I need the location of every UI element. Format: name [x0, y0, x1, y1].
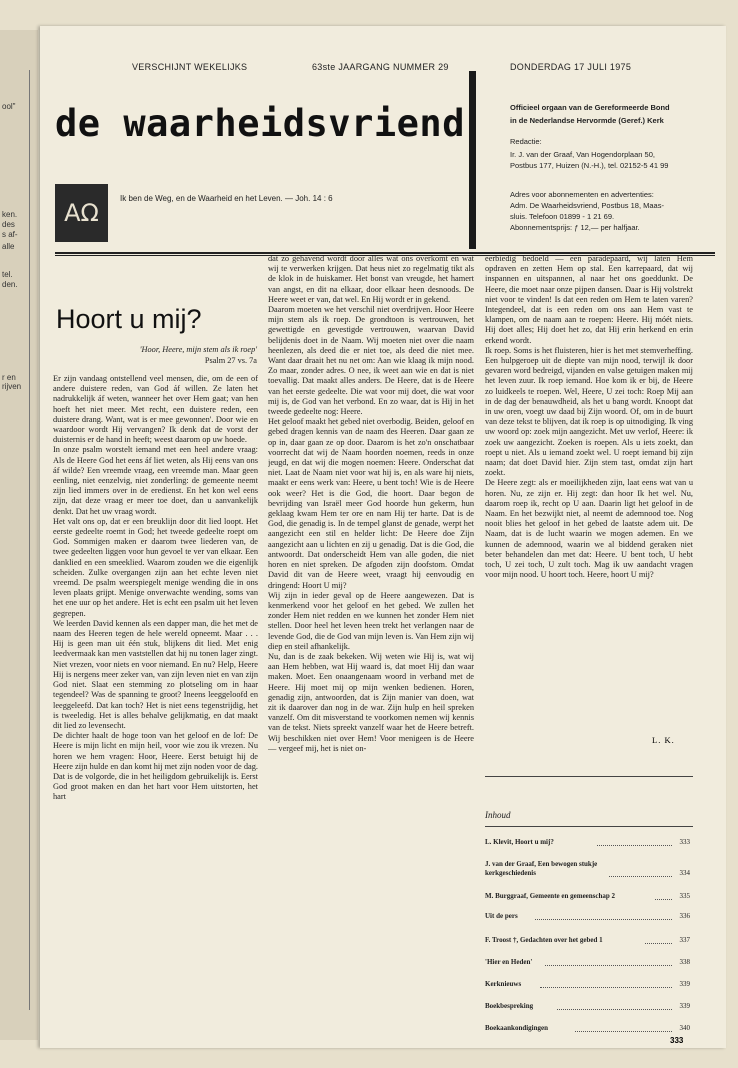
article-column-3 [485, 254, 693, 718]
address-line: Adm. De Waarheidsvriend, Postbus 18, Maas- [510, 201, 664, 210]
previous-page-edge [0, 30, 38, 1040]
paragraph: Ik roep. Soms is het fluisteren, hier is het met stemverheffing. Een hulpgeroep uit de diepte van mijn nood, terwijl ik door gevaren word bedreigd, vijanden en valse getuigen maken mij het leven zuur. Ik roep iemand. Hoe kom ik er bij, de Heere zo luidkeels te roepen. Wel, Heere, U zei toch: Roep Mij aan in de dag der benauwdheid, als het u bang wordt. Knoopt dat in uw oren, voegt uw daad bij Zijn woord. Of, om in de buurt van deze tekst te blijven, dat ik roep is op uitnodiging. Ik ving uw woord op: zoek mijn aangezicht. Met uw verlof, Heere: ik zoek uw aangezicht. Zoeken is roepen. Als u iets zoekt, dan roept u niet. Als u iemand zoekt wel. U roept iemand bij zijn naam; dat doet David hier. Zijn stem tast, omdat zijn hart zoekt. [485, 345, 693, 478]
toc-item-label: 'Hier en Heden' [485, 958, 533, 966]
toc-item-label: Boekaankondigingen [485, 1024, 549, 1032]
previous-page-rule [29, 70, 30, 1010]
epigraph-reference: Psalm 27 vs. 7a [204, 356, 257, 365]
toc-item[interactable] [485, 892, 690, 902]
masthead-divider [469, 71, 476, 249]
author-initials: L. K. [652, 735, 675, 745]
address-line: Adres voor abonnementen en advertenties: [510, 190, 654, 199]
toc-item-page: 336 [679, 912, 690, 920]
paragraph: dat zo gehavend wordt door alles wat ons overkomt en wat wij te verwerken krijgen. Dat heus niet zo regelmatig tikt als de klok in de huiskamer. Het bonst van vreugde, het hamert van angst, en dit na elkaar, door elkaar heen desnoods. De Heere weet er van, dat wel. En Hij wordt er in gekend. [268, 254, 474, 304]
toc-item-label: J. van der Graaf, Een bewogen stukje kerkgeschiedenis [485, 860, 598, 877]
paragraph: Wij zijn in ieder geval op de Heere aangewezen. Dat is kenmerkend voor het geloof en het gebed. We zullen het zonder Hem niet redden en we kunnen het zonder Hem niet stellen. Door heel het leven heen trekt het verlangen naar de levende God, die de God van mijn leven is. Van Hem zijn wij diep en steil afhankelijk. [268, 590, 474, 651]
prev-fragment: ken. [2, 210, 18, 219]
toc-item-page: 338 [679, 958, 690, 966]
toc-item[interactable] [485, 1002, 690, 1012]
toc-item[interactable] [485, 838, 690, 848]
paragraph: eerbiedig bedoeld — een paradepaard, wij laten Hem opdraven en zetten Hem op stal. Een karrepaard, dat wij inspannen en uitspannen, al naar het ons goeddunkt. De Heere, die moet naar onze pijpen dansen. Daar is Hij volstrekt niet voor te vinden! Is dat een reden om Hem te laten varen? Integendeel, dat is een reden om ons aan Hem vast te klampen, om de naam aan te roepen: Heere. Hij móét niets. Hij doet alles; Hij doet het zo, dat Hij erin herkend en erin erkend wordt. [485, 254, 693, 345]
article-epigraph [60, 344, 257, 366]
page-number: 333 [670, 1036, 684, 1045]
prev-fragment: tel. [2, 270, 13, 279]
article-column-1 [53, 374, 258, 1042]
article-title: Hoort u mij? [56, 304, 202, 334]
toc-separator [485, 776, 693, 777]
redactie-label: Redactie: [510, 137, 542, 146]
prev-fragment: s af- [2, 230, 18, 239]
header-volume: 63ste JAARGANG NUMMER 29 [312, 62, 449, 72]
toc-rule [485, 826, 693, 827]
epigraph-text: 'Hoor, Heere, mijn stem als ik roep' [139, 345, 257, 354]
toc-item-label: M. Burggraaf, Gemeente en gemeenschap 2 [485, 892, 616, 900]
newspaper-page [40, 26, 726, 1048]
toc-item-page: 335 [679, 892, 690, 900]
toc-item-label: Kerknieuws [485, 980, 522, 988]
paragraph: We leerden David kennen als een dapper man, die het met de naam des Heeren tegen de hele wereld opneemt. Maar . . . Hij is geen man uit één stuk, blijkens dit lied. Met enig leedvermaak kan men vaststellen dat hij nu tonen lager zingt. Niet vrezen, voor niets en voor niemand. En nu? Help, Heere Hij is nergens meer zeker van, van zijn leven niet en van zijn God niet. Slaat een stemming zo plotseling om in haar tegendeel? Was de spanning te groot? Ineens leeggeloofd en leeggeleefd. Dat kan toch? Het is niet eens tegenstrijdig, het is tweeledig. Het is alles behalve gelijkmatig, en dat maakt dit lied zo levensecht. [53, 618, 258, 730]
toc-item[interactable] [485, 958, 690, 968]
subscription-price: Abonnementsprijs: ƒ 12,— per halfjaar. [510, 223, 640, 232]
toc-item-page: 340 [679, 1024, 690, 1032]
motto: Ik ben de Weg, en de Waarheid en het Leven. — Joh. 14 : 6 [120, 194, 333, 203]
toc-item-label: Boekbespreking [485, 1002, 534, 1010]
toc-item[interactable] [485, 860, 690, 880]
organ-line: Officieel orgaan van de Gereformeerde Bond [510, 103, 670, 112]
prev-fragment: r en [2, 373, 16, 382]
paragraph: Het geloof maakt het gebed niet overbodig. Beiden, geloof en gebed dragen kennis van de naam des Heeren. Daar gaan ze op in, daar gaan ze op door. Daarom is het zo'n onschatbaar voorrecht dat wij de Naam hoorden noemen, reeds in onze jeugd, en dat wij die mogen noemen: Heere. Onderschat dat niet. Laat de Naam niet voor wat hij is, en als ware hij niets, maakt er eens werk van: Heere, u bent toch! Wie is de Heere ook weer? Het is die God, die hoort. Daar begon de bevrijding van Israël meer God hoorde hun gekerm, hun geklaag kwam Hem ter ore en nam Hij ter harte. Dat is de God, die genadig is. In de tempel glanst de genade, werpt het aangezicht een stil en helder licht: De Heere doe Zijn aangezicht aan u lichten en zij u genadig. Dat is die God, die antwoordt. Dat onderscheidt Hem van alle goden, die niet horen en niet spreken. De afgoden zijn doofstom. Omdat David dit van de Heere weet, vraagt hij eenvoudig en dringend: Hoort U mij? [268, 417, 474, 590]
header-date: DONDERDAG 17 JULI 1975 [510, 62, 632, 72]
toc-item-page: 339 [679, 1002, 690, 1010]
prev-fragment: rijven [2, 382, 22, 391]
toc-item-label: L. Klevit, Hoort u mij? [485, 838, 554, 846]
paragraph: De Heere zegt: als er moeilijkheden zijn, laat eens wat van u horen. Nu, ze zijn er. Hij zegt: dan hoor Ik het wel. Nu, daarom roep ik, recht op U aan. Daarin ligt het geloof in de Naam. En het bezwijkt niet, al neemt de ademnood toe. Nog nooit blies het geloof in het gebed de laatste adem uit. De Naam, dat is de lucht waarin we mogen ademen. En we kunnen de ademnood, waarin we al biddend geraken niet beter behandelen dan met dat: Heere. U bent toch, U hebt toch, U zei toch, U zult toch. Mag ik uw aandacht vragen voor mijn nood. U hoort toch. Heere, hoort U mij? [485, 478, 693, 580]
toc-item-label: Uit de pers [485, 912, 518, 920]
address-line: sluis. Telefoon 01899 - 1 21 69. [510, 212, 615, 221]
toc-item[interactable] [485, 936, 690, 946]
toc-item-page: 334 [679, 869, 690, 877]
redactie-line: Postbus 177, Huizen (N.-H.), tel. 02152-5 41 99 [510, 161, 669, 170]
organ-line: in de Nederlandse Hervormde (Geref.) Kerk [510, 116, 664, 125]
prev-fragment: alle [2, 242, 15, 251]
paragraph: Daarom moeten we het verschil niet overdrijven. Hoor Heere mijn stem als ik roep. De grondtoon is vertrouwen, het gewettigde en gevestigde vertrouwen, waarvan David belijdenis doet in de Naam. Wij moeten niet over die naam heenlezen, als deed die er niet toe, als deed die niet mee. Want daar draait het nu net om: Aan wie klaag ik mijn nood. Zo maar, zonder adres. O nee, ik weet aan wie en dat is niet toevallig. Dat maakt alles anders. De Heere, dat is de Heere van het eerste gedeelte. Die wat voor mij doet, die wat voor mij is, de God van het verbond. En zo waar, dat is Hij in het tweede gedeelte nog: Heere. [268, 305, 474, 417]
prev-fragment: des [2, 220, 15, 229]
paragraph: In onze psalm worstelt iemand met een heel andere vraag: Als de Heere God het eens áf liet weten, als Hij eens van ons áf wilde? Een vreemde vraag, een vreemde man. Maar geen eenling, niet eenzelvig, niet zonderling: de gemeente neemt zijn lied immers over in de eredienst. En het kon wel eens zijn, dat deze vraag er meer toe doet, dan u aanvankelijk denkt. Dat het uw vraag wordt. [53, 445, 258, 516]
toc-item-label: F. Troost †, Gedachten over het gebed 1 [485, 936, 603, 944]
toc-title: Inhoud [485, 810, 511, 820]
redactie-line: Ir. J. van der Graaf, Van Hogendorplaan 50, [510, 150, 655, 159]
paragraph: De dichter haalt de hoge toon van het geloof en de lof: De Heere is mijn licht en mijn heil, voor wie zou ik vrezen. Nu horen we hem vragen: Hoor, Heere. Eerst betuigt hij de Heere zijn hulde en dan komt hij met zijn noden voor de dag. Dat is de volgorde, die in het heiligdom gebruikelijk is. Eerst God groot maken en dan het hart voor Hem uitstorten, het hart [53, 731, 258, 802]
toc-item-page: 339 [679, 980, 690, 988]
prev-fragment: ool" [2, 102, 16, 111]
toc-item[interactable] [485, 912, 690, 922]
header-frequency: VERSCHIJNT WEKELIJKS [132, 62, 248, 72]
toc-item[interactable] [485, 1024, 690, 1034]
toc-item[interactable] [485, 980, 690, 990]
masthead-title: de waarheidsvriend [55, 102, 465, 145]
toc-item-page: 333 [679, 838, 690, 846]
paragraph: Er zijn vandaag ontstellend veel mensen, die, om de een of andere duistere reden, van God áf willen. Ze laten het nadrukkelijk áf weten, wanneer het over Hem gaat; van hen hoeft het niet meer. Met recht, een duistere reden, een duistere drang. Want, wat is er mee gewonnen'. Door wie en waardoor wordt Hij vervangen? Ik denk dat de vorst der duisternis er de hand in heeft; weest daarom op uw hoede. [53, 374, 258, 445]
paragraph: Nu, dan is de zaak bekeken. Wij weten wie Hij is, wat wij aan Hem hebben, wat Hij waard is, dat moet Hij dan waar maken. Moet. Een onaangenaam woord in verband met de Heere. Hij moet mij op mijn wenken bedienen. Horen, genadig zijn, antwoorden, dat is Zijn manier van doen, wat zit ik daarover dan nog in de war. Zijn hulp en heil spreken vanzelf. Om dit misverstand te voorkomen nemen wij kennis van de tekst. Niets spreekt vanzelf waar het de Heere betreft. Wij beschikken niet over Hem! Voor menigeen is de Heere — vergeef mij, het is niet on- [268, 651, 474, 753]
prev-fragment: den. [2, 280, 18, 289]
alpha-omega-logo: AΩ [55, 184, 108, 242]
article-column-2 [268, 254, 474, 1042]
paragraph: Het valt ons op, dat er een breuklijn door dit lied loopt. Het eerste gedeelte roemt in God; het tweede gedeelte roept om God. Sommigen maken er daarom twee liederen van, de twee gedeelten liggen voor hun gevoel te ver van elkaar. Een danklied en een smeeklied. Waarom zouden we die eigenlijk scheiden. Zulke overgangen zijn aan het echte leven niet vreemd. De psalm weerspiegelt menige wending die in ons leven plaats grijpt. Menige onverwachte wending, soms van het ene uur op het andere. Het is echt een psalm uit het leven gegrepen. [53, 516, 258, 618]
toc-item-page: 337 [679, 936, 690, 944]
